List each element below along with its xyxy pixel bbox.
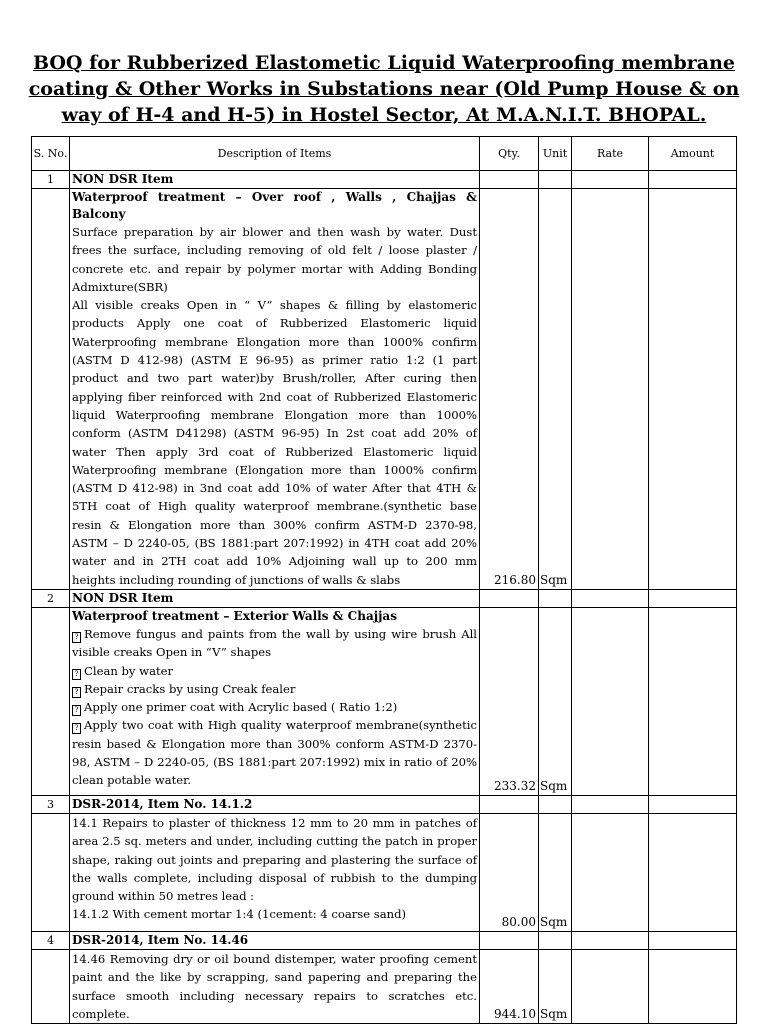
rate-cell <box>572 813 649 931</box>
bullet-text: Apply two coat with High quality waterproof membrane(synthetic resin based & Elongation more than 300% conform ASTM-D 2370-98, ASTM – D 2240-05, (BS 1881:part 207:1992) mix in ratio of 20% clean potable water. <box>72 718 477 788</box>
amount-cell <box>649 589 737 607</box>
item-unit: Sqm <box>539 949 572 1023</box>
rate-cell <box>572 589 649 607</box>
item-subtitle: Waterproof treatment – Over roof , Walls , Chajjas & Balcony <box>72 190 477 221</box>
rate-cell <box>572 189 649 590</box>
table-row <box>32 949 737 1023</box>
amount-cell <box>649 949 737 1023</box>
item-sno: 2 <box>32 589 70 607</box>
item-qty: 233.32 <box>480 607 539 795</box>
bullet-icon: ? <box>72 705 81 716</box>
item-description <box>70 949 480 1023</box>
item-description <box>70 189 480 590</box>
item-description <box>70 607 480 795</box>
item-sno-empty <box>32 607 70 795</box>
bullet-text: Clean by water <box>84 663 174 678</box>
item-category: NON DSR Item <box>70 171 480 189</box>
table-row <box>32 795 737 813</box>
table-row <box>32 189 737 590</box>
table-row <box>32 931 737 949</box>
bullet-item <box>72 698 477 716</box>
bullet-item <box>72 680 477 698</box>
item-sno: 3 <box>32 795 70 813</box>
qty-cell <box>480 589 539 607</box>
item-qty: 216.80 <box>480 189 539 590</box>
item-qty: 944.10 <box>480 949 539 1023</box>
col-header-rate: Rate <box>572 137 649 171</box>
boq-table <box>31 136 737 1024</box>
bullet-icon: ? <box>72 632 81 643</box>
table-header-row <box>32 137 737 171</box>
item-category: DSR-2014, Item No. 14.46 <box>70 931 480 949</box>
description-line: All visible creaks Open in “ V” shapes & filling by elastomeric products Apply one coat of Rubberized Elastomeric liquid Waterproofing membrane Elongation more than 1000% confirm (ASTM D 412-98) (ASTM E 96-95) as primer ratio 1:2 (1 part product and two part water)by Brush/roller, After curing then applying fiber reinforced with 2nd coat of Rubberized Elastomeric liquid Waterproofing membrane Elongation more than 1000% conform (ASTM D41298) (ASTM 96-95) In 2st coat add 20% of water Then apply 3rd coat of Rubberized Elastomeric liquid Waterproofing membrane (Elongation more than 1000% confirm (ASTM D 412-98) in 3nd coat add 10% of water After that 4TH & 5TH coat of High quality waterproof membrane.(synthetic base resin & Elongation more than 300% confirm ASTM-D 2370-98, ASTM – D 2240-05, (BS 1881:part 207:1992) in 4TH coat add 20% water and in 2TH coat add 10% Adjoining wall up to 200 mm heights including rounding of junctions of walls & slabs <box>72 298 477 587</box>
bullet-text: Repair cracks by using Creak fealer <box>84 681 296 696</box>
amount-cell <box>649 931 737 949</box>
item-unit: Sqm <box>539 189 572 590</box>
amount-cell <box>649 171 737 189</box>
bullet-item <box>72 716 477 789</box>
item-sno-empty <box>32 189 70 590</box>
rate-cell <box>572 171 649 189</box>
amount-cell <box>649 795 737 813</box>
item-qty: 80.00 <box>480 813 539 931</box>
bullet-item <box>72 662 477 680</box>
item-description <box>70 813 480 931</box>
col-header-unit: Unit <box>539 137 572 171</box>
bullet-text: Apply one primer coat with Acrylic based ( Ratio 1:2) <box>84 700 398 715</box>
bullet-icon: ? <box>72 687 81 698</box>
item-category: NON DSR Item <box>70 589 480 607</box>
rate-cell <box>572 607 649 795</box>
item-unit: Sqm <box>539 607 572 795</box>
col-header-amount: Amount <box>649 137 737 171</box>
description-line: 14.46 Removing dry or oil bound distemper, water proofing cement paint and the like by scrapping, sand papering and preparing the surface smooth including necessary repairs to scratches etc. complete. <box>72 951 477 1021</box>
amount-cell <box>649 189 737 590</box>
item-sno-empty <box>32 949 70 1023</box>
page-title: BOQ for Rubberized Elastometic Liquid Waterproofing membrane coating & Other Works in Substations near (Old Pump House & on way of H-4 and H-5) in Hostel Sector, At M.A.N.I.T. BHOPAL. <box>28 52 740 126</box>
unit-cell <box>539 589 572 607</box>
item-category: DSR-2014, Item No. 14.1.2 <box>70 795 480 813</box>
description-line: 14.1.2 With cement mortar 1:4 (1cement: 4 coarse sand) <box>72 907 407 922</box>
item-sno-empty <box>32 813 70 931</box>
amount-cell <box>649 607 737 795</box>
item-sno: 1 <box>32 171 70 189</box>
rate-cell <box>572 931 649 949</box>
unit-cell <box>539 171 572 189</box>
bullet-item <box>72 625 477 662</box>
table-row <box>32 589 737 607</box>
amount-cell <box>649 813 737 931</box>
col-header-sno: S. No. <box>32 137 70 171</box>
item-subtitle: Waterproof treatment – Exterior Walls & Chajjas <box>72 608 397 623</box>
bullet-icon: ? <box>72 723 81 734</box>
table-row <box>32 171 737 189</box>
unit-cell <box>539 795 572 813</box>
rate-cell <box>572 949 649 1023</box>
qty-cell <box>480 931 539 949</box>
col-header-description: Description of Items <box>70 137 480 171</box>
description-line: 14.1 Repairs to plaster of thickness 12 mm to 20 mm in patches of area 2.5 sq. meters and under, including cutting the patch in proper shape, raking out joints and preparing and plastering the surface of the walls complete, including disposal of rubbish to the dumping ground within 50 metres lead : <box>72 815 477 904</box>
qty-cell <box>480 171 539 189</box>
description-line: Surface preparation by air blower and then wash by water. Dust frees the surface, including removing of old felt / loose plaster / concrete etc. and repair by polymer mortar with Adding Bonding Admixture(SBR) <box>72 225 477 294</box>
qty-cell <box>480 795 539 813</box>
unit-cell <box>539 931 572 949</box>
item-unit: Sqm <box>539 813 572 931</box>
col-header-qty: Qty. <box>480 137 539 171</box>
rate-cell <box>572 795 649 813</box>
bullet-text: Remove fungus and paints from the wall by using wire brush All visible creaks Open in “V” shapes <box>72 626 477 660</box>
bullet-icon: ? <box>72 669 81 680</box>
table-row <box>32 813 737 931</box>
item-sno: 4 <box>32 931 70 949</box>
table-row <box>32 607 737 795</box>
